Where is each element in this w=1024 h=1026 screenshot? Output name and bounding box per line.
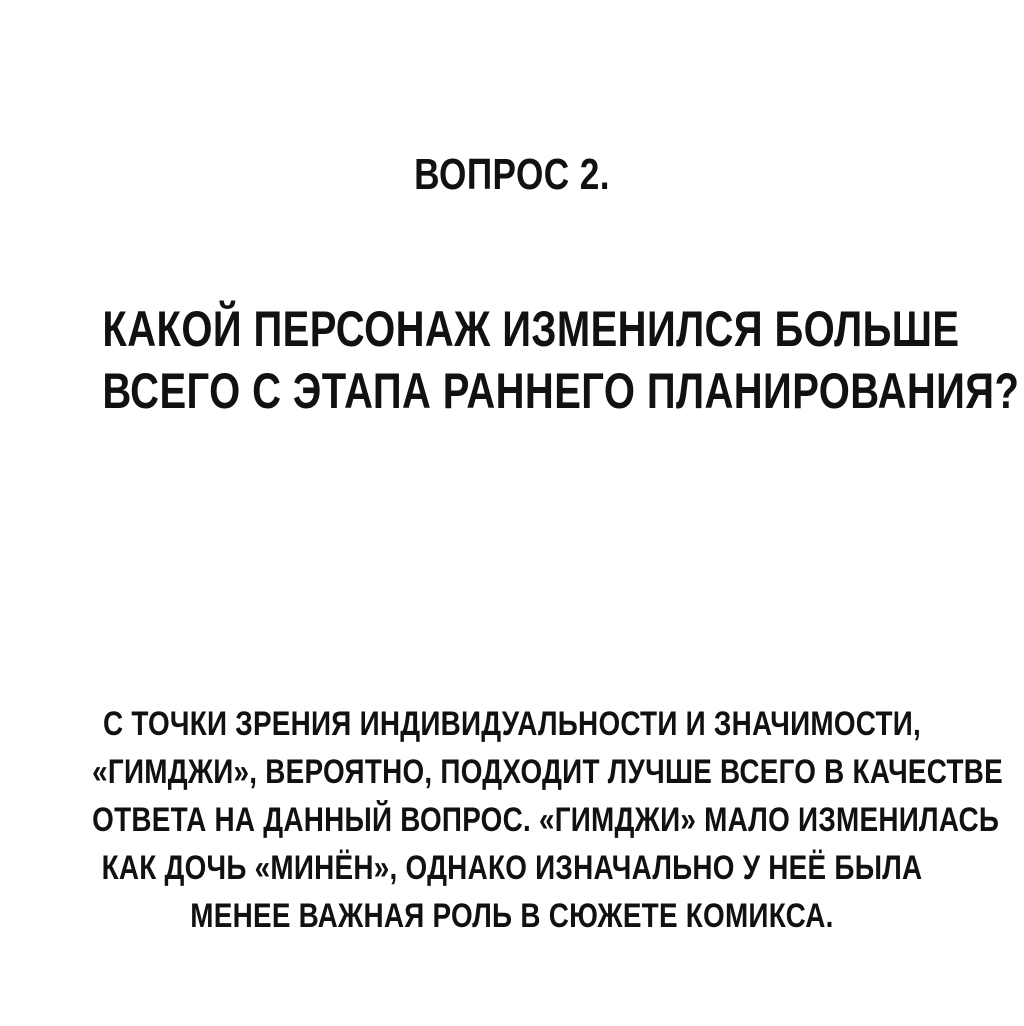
question-line: КАКОЙ ПЕРСОНАЖ ИЗМЕНИЛСЯ БОЛЬШЕ	[102, 301, 960, 357]
answer-line: «ГИМДЖИ», ВЕРОЯТНО, ПОДХОДИТ ЛУЧШЕ ВСЕГО В КАЧЕСТВЕ	[92, 753, 1003, 791]
answer-line: КАК ДОЧЬ «МИНЁН», ОДНАКО ИЗНАЧАЛЬНО У НЕЁ БЫЛА	[101, 849, 923, 887]
answer-text	[92, 700, 1003, 940]
question-line: ВСЕГО С ЭТАПА РАННЕГО ПЛАНИРОВАНИЯ?	[102, 363, 1020, 419]
answer-line: ОТВЕТА НА ДАННЫЙ ВОПРОС. «ГИМДЖИ» МАЛО ИЗМЕНИЛАСЬ	[92, 801, 1000, 839]
question-number: ВОПРОС 2.	[414, 150, 610, 199]
question-text	[102, 298, 1020, 422]
answer-line: МЕНЕЕ ВАЖНАЯ РОЛЬ В СЮЖЕТЕ КОМИКСА.	[190, 897, 834, 935]
answer-line: С ТОЧКИ ЗРЕНИЯ ИНДИВИДУАЛЬНОСТИ И ЗНАЧИМОСТИ,	[102, 705, 922, 743]
